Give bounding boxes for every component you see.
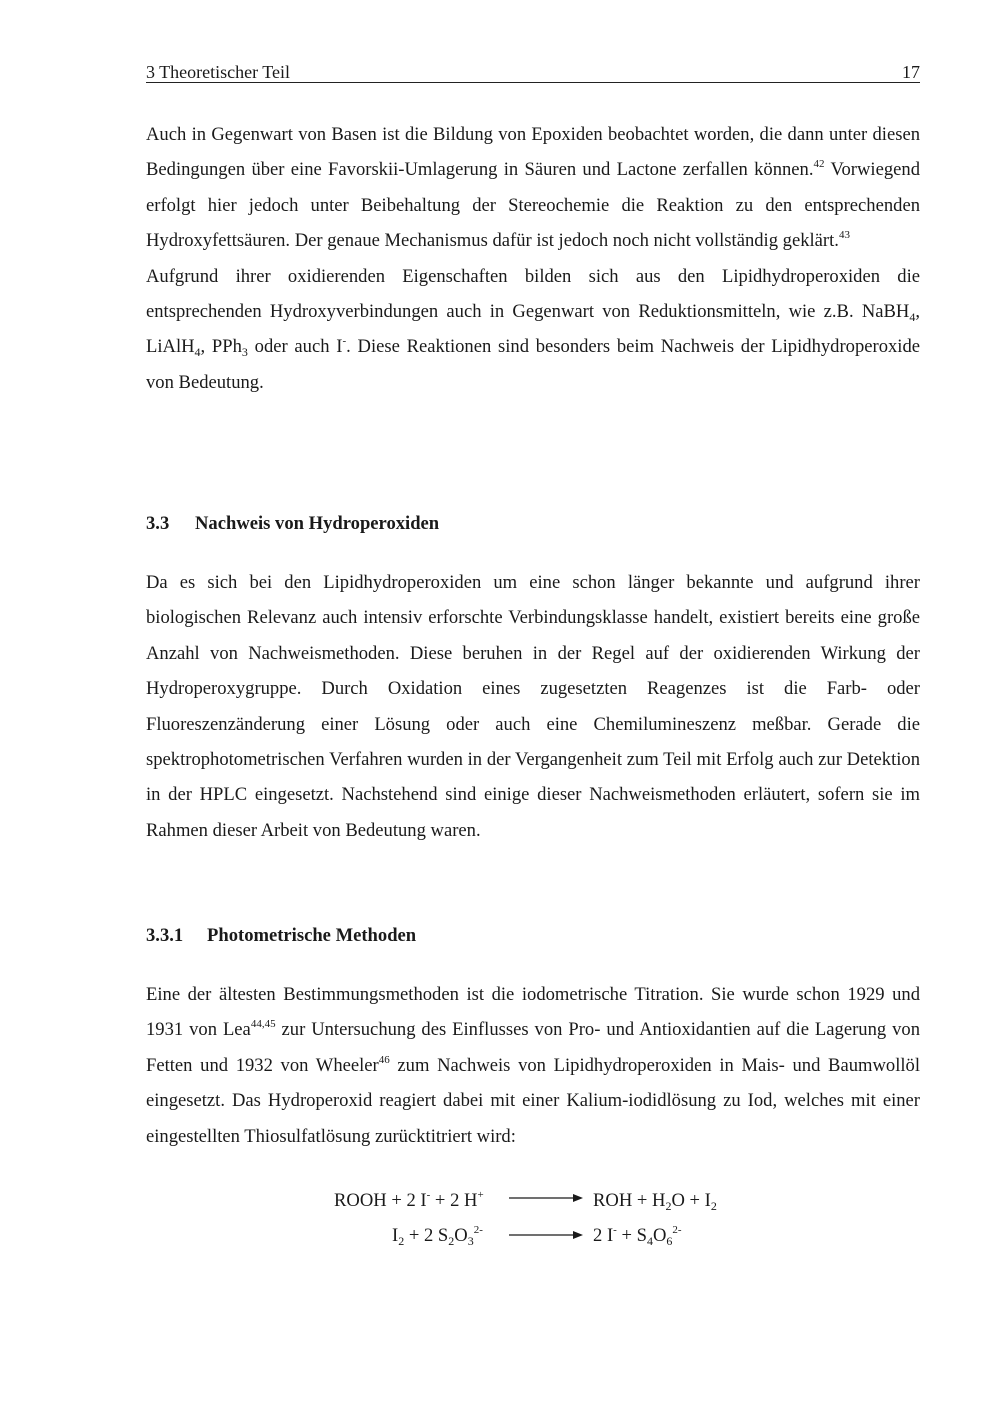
paragraph-iodometric: Eine der ältesten Bestimmungsmethoden ist die iodometrische Titration. Sie wurde schon 1929 und 1931 von Lea$^{44,45}$ zur Untersuchung des Einflusses von Pro- und Antioxidantien auf die Lagerung von Fetten und 1932 von Wheeler$^{46}$ zum Nachweis von Lipidhydroperoxiden in Mais- und Baumwollöl eingesetzt. Das Hydroperoxid reagiert dabei mit einer Kalium-iodidlösung zu Iod, welches mit einer eingestellten Thiosulfatlösung zurücktitriert wird: xyxy=(146,984,920,1147)
chapter-title: 3 Theoretischer Teil xyxy=(146,62,291,82)
text-block-1 xyxy=(146,117,920,400)
page-number: 17 xyxy=(902,62,920,82)
equation-1-lhs: ROOH + 2 I- + 2 H+ xyxy=(334,1189,484,1211)
equation-1-rhs: ROH + $H_2O + I_2$ xyxy=(593,1190,717,1213)
subsection-title: Photometrische Methoden xyxy=(207,925,417,946)
reaction-arrow-2 xyxy=(509,1229,583,1241)
page-header xyxy=(146,62,920,83)
equation-2-lhs: $I_2 + 2$ $S_2O_3^{2-}$ xyxy=(392,1224,483,1248)
text-block-3 xyxy=(146,977,920,1154)
subsection-heading xyxy=(146,925,416,947)
section-number: 3.3 xyxy=(146,513,170,534)
paragraph-methods: Da es sich bei den Lipidhydroperoxiden um eine schon länger bekannte und aufgrund ihrer biologischen Relevanz auch intensiv erforschte Verbindungsklasse handelt, existiert bereits eine große Anzahl von Nachweismethoden. Diese beruhen in der Regel auf der oxidierenden Wirkung der Hydroperoxygruppe. Durch Oxidation eines zugesetzten Reagenzes ist die Farb- oder Fluoreszenzänderung einer Lösung oder auch eine Chemilumineszenz meßbar. Gerade die spektrophotometrischen Verfahren wurden in der Vergangenheit zum Teil mit Erfolg auch zur Detektion in der HPLC eingesetzt. Nachstehend sind einige dieser Nachweismethoden erläutert, sofern sie im Rahmen dieser Arbeit von Bedeutung waren. xyxy=(146,572,920,841)
paragraph-reduction: Aufgrund ihrer oxidierenden Eigenschaften bilden sich aus den Lipidhydroperoxiden die entsprechenden Hydroxyverbindungen auch in Gegenwart von Reduktionsmitteln, wie z.B. NaBH$_4$, LiAlH$_4$, PPh$_3$ oder auch I-. Diese Reaktionen sind besonders beim Nachweis der Lipidhydroperoxide von Bedeutung. xyxy=(146,265,920,393)
section-heading xyxy=(146,513,439,535)
text-block-2 xyxy=(146,565,920,848)
reaction-arrow-1 xyxy=(509,1192,583,1204)
equation-2-rhs: 2 $I^- + S_4O_6^{2-}$ xyxy=(593,1224,682,1248)
citation[interactable]: 42 xyxy=(813,158,825,171)
subsection-number: 3.3.1 xyxy=(146,925,184,946)
paragraph-epoxide: Auch in Gegenwart von Basen ist die Bildung von Epoxiden beobachtet worden, die dann unter diesen Bedingungen über eine Favorskii-Umlagerung in Säuren und Lactone zerfallen können.$^{42}$ Vorwiegend erfolgt hier jedoch unter Beibehaltung der Stereochemie die Reaktion zu den entsprechenden Hydroxyfettsäuren. Der genaue Mechanismus dafür ist jedoch noch nicht vollständig geklärt.$^{43}$ xyxy=(146,124,920,252)
citation[interactable]: 43 xyxy=(838,229,850,242)
citation[interactable]: 46 xyxy=(378,1053,390,1066)
citation[interactable]: 44,45 xyxy=(250,1018,276,1031)
section-title: Nachweis von Hydroperoxiden xyxy=(195,513,440,534)
